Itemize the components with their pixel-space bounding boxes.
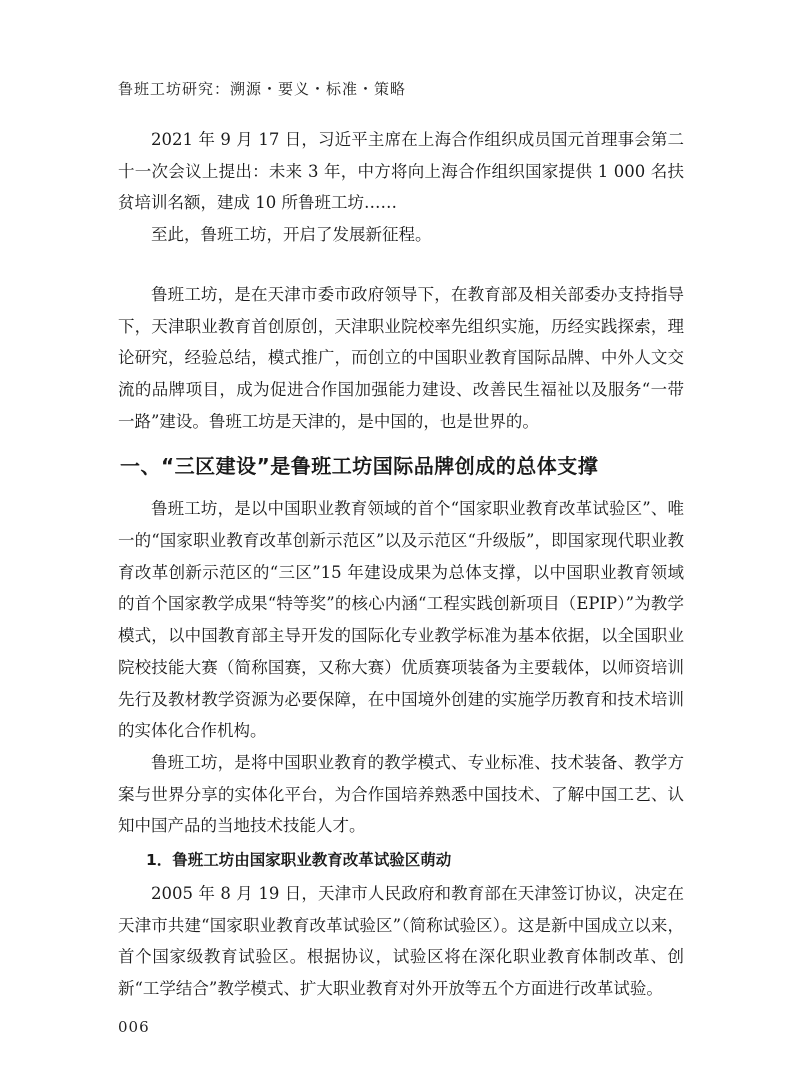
section-paragraph-3: 2005 年 8 月 19 日，天津市人民政府和教育部在天津签订协议，决定在天津市共建“国家职业教育改革试验区”（简称试验区）。这是新中国成立以来，首个国家级教育试验区。根据协议，试验区将在深化职业教育体制改革、创新“工学结合”教学模式、扩大职业教育对外开放等五个方面进行改革试验。 [118, 884, 684, 999]
section-heading: 一、“三区建设”是鲁班工坊国际品牌创成的总体支撑 [120, 454, 599, 479]
intro-paragraph-2: 至此，鲁班工坊，开启了发展新征程。 [151, 225, 432, 245]
paragraph-gap [118, 251, 684, 279]
page-body [118, 124, 684, 1005]
section-paragraph-1: 鲁班工坊，是以中国职业教育领域的首个“国家职业教育改革试验区”、唯一的“国家职业教育改革创新示范区”以及示范区“升级版”，即国家现代职业教育改革创新示范区的“三区”15 年建设成果为总体支撑，以中国职业教育领域的首个国家教学成果“特等奖”的核心内涵“工程实践创新项目（EPIP）”为教学模式，以中国教育部主导开发的国际化专业教学标准为基本依据，以全国职业院校技能大赛（简称国赛，又称大赛）优质赛项装备为主要载体，以师资培训先行及教材教学资源为必要保障，在中国境外创建的实施学历教育和技术培训的实体化合作机构。 [118, 499, 684, 741]
intro-paragraph-1: 2021 年 9 月 17 日，习近平主席在上海合作组织成员国元首理事会第二十一次会议上提出：未来 3 年，中方将向上海合作组织国家提供 1 000 名扶贫培训名额，建成 10 所鲁班工坊…… [118, 130, 684, 213]
intro-paragraph-3: 鲁班工坊，是在天津市委市政府领导下，在教育部及相关部委办支持指导下，天津职业教育首创原创，天津职业院校率先组织实施，历经实践探索，理论研究，经验总结，模式推广，而创立的中国职业教育国际品牌、中外人文交流的品牌项目，成为促进合作国加强能力建设、改善民生福祉以及服务“一带一路”建设。鲁班工坊是天津的，是中国的，也是世界的。 [118, 284, 684, 431]
section-paragraph-2: 鲁班工坊，是将中国职业教育的教学模式、专业标准、技术装备、教学方案与世界分享的实体化平台，为合作国培养熟悉中国技术、了解中国工艺、认知中国产品的当地技术技能人才。 [118, 752, 684, 836]
subsection-heading: 1．鲁班工坊由国家职业教育改革试验区萌动 [146, 851, 452, 870]
page-number: 006 [118, 1018, 150, 1036]
running-header: 鲁班工坊研究：溯源・要义・标准・策略 [118, 80, 407, 98]
